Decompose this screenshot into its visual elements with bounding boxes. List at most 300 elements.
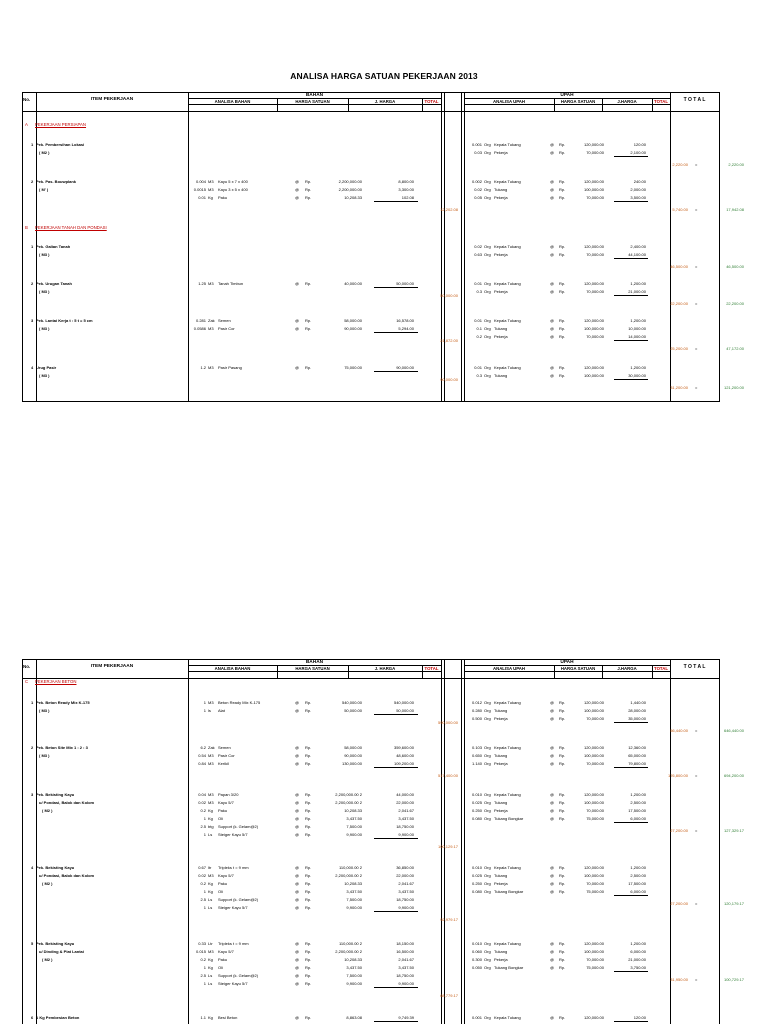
material-name: Semen xyxy=(218,318,231,323)
at-sign: @ xyxy=(550,365,555,370)
header-harga-satuan-upah: HARGA SATUAN xyxy=(560,99,596,104)
upah-total: 27,200.00 xyxy=(670,828,688,833)
at-sign: @ xyxy=(550,373,555,378)
upah-total: 5,740.00 xyxy=(672,207,688,212)
line-amount: 1,200.00 xyxy=(630,792,646,797)
unit-price: 58,000.00 xyxy=(344,745,362,750)
unit-price: 3,437.50 xyxy=(346,889,362,894)
header-no: No. xyxy=(23,664,31,669)
material-name: Pasir Pasang xyxy=(218,365,242,370)
column-divider xyxy=(444,92,445,402)
unit-price: 75,000.00 xyxy=(586,816,604,821)
line-amount: 50,000.00 xyxy=(396,708,414,713)
material-name: Kayu 3 x 5 x 400 xyxy=(218,187,248,192)
unit: Kg xyxy=(208,957,213,962)
header-jharga-upah: J.HARGA xyxy=(617,666,637,671)
line-amount: 9,900.00 xyxy=(398,905,414,910)
unit-price: 50,000.00 xyxy=(344,708,362,713)
currency: Rp. xyxy=(305,981,312,986)
coefficient: 0.3 xyxy=(476,373,482,378)
equals-sign: = xyxy=(695,828,698,833)
currency: Rp. xyxy=(559,708,566,713)
unit: M3 xyxy=(208,179,214,184)
grand-total: 646,440.00 xyxy=(723,728,744,733)
coefficient: 0.103 xyxy=(471,745,482,750)
line-amount: 6,000.00 xyxy=(630,949,646,954)
currency: Rp. xyxy=(559,761,566,766)
coefficient: 1 xyxy=(203,981,206,986)
item-no: 3 xyxy=(31,792,34,797)
at-sign: @ xyxy=(550,873,555,878)
line-amount: 2,000.00 xyxy=(630,187,646,192)
material-name: Besi Beton xyxy=(218,1015,238,1020)
at-sign: @ xyxy=(550,745,555,750)
unit-price: 100,000.00 xyxy=(583,373,604,378)
unit: Org xyxy=(484,753,491,758)
unit-price: 120,000.00 xyxy=(583,365,604,370)
material-name: Pekerja xyxy=(494,334,508,339)
material-name: Pekerja xyxy=(494,957,508,962)
coefficient: 0.84 xyxy=(198,761,206,766)
line-amount: 18,750.00 xyxy=(396,973,414,978)
material-name: Pekerja xyxy=(494,761,508,766)
material-name: Beton Ready Mix K-175 xyxy=(218,700,261,705)
section-code: B xyxy=(25,225,28,230)
unit: Ls xyxy=(208,832,213,837)
unit: Org xyxy=(484,179,491,184)
coefficient: 0.015 xyxy=(195,949,206,954)
unit: Kg xyxy=(208,195,213,200)
unit-price: 10,208.33 xyxy=(344,195,362,200)
material-name: Pekerja xyxy=(494,252,508,257)
section-name: PEKERJAAN PERSIAPAN xyxy=(35,122,87,127)
at-sign: @ xyxy=(295,897,300,902)
at-sign: @ xyxy=(550,244,555,249)
line-amount: 22,000.00 xyxy=(396,873,414,878)
subtotal-underline xyxy=(374,767,418,768)
bahan-total: 590,000.00 xyxy=(437,720,458,725)
column-divider xyxy=(441,92,442,402)
at-sign: @ xyxy=(550,142,555,147)
currency: Rp. xyxy=(305,865,312,870)
at-sign: @ xyxy=(550,800,555,805)
subtotal-underline xyxy=(614,340,648,341)
item-unit-2: ( M2 ) xyxy=(42,881,53,886)
at-sign: @ xyxy=(550,318,555,323)
coefficient: 0.01 xyxy=(198,195,206,200)
unit-price: 10,208.33 xyxy=(344,881,362,886)
material-name: Kepala Tukang xyxy=(494,244,521,249)
unit-price: 75,000.00 xyxy=(586,965,604,970)
unit: Org xyxy=(484,761,491,766)
currency: Rp. xyxy=(559,753,566,758)
row-divider xyxy=(22,678,719,679)
bahan-total: 100,129.17 xyxy=(437,844,458,849)
coefficient: 1.1 xyxy=(200,1015,206,1020)
item-no: 1 xyxy=(31,700,34,705)
line-amount: 9,900.00 xyxy=(398,832,414,837)
at-sign: @ xyxy=(550,753,555,758)
header-item: ITEM PEKERJAAN xyxy=(90,664,134,669)
subtotal-underline xyxy=(374,838,418,839)
at-sign: @ xyxy=(550,1015,555,1020)
header-total-bahan: TOTAL xyxy=(424,99,439,104)
material-name: Pekerja xyxy=(494,195,508,200)
unit-price: 9,900.00 xyxy=(346,905,362,910)
currency: Rp. xyxy=(305,281,312,286)
currency: Rp. xyxy=(559,244,566,249)
item-name: Pek. Bekisting Kayu xyxy=(36,941,75,946)
coefficient: 0.004 xyxy=(195,179,206,184)
row-divider xyxy=(464,671,670,672)
section-name: PEKERJAAN TANAH DAN PONDASI xyxy=(35,225,107,230)
item-unit: ( M3 ) xyxy=(39,753,50,758)
at-sign: @ xyxy=(295,881,300,886)
unit: Org xyxy=(484,318,491,323)
coefficient: 1 xyxy=(203,905,206,910)
unit: Org xyxy=(484,873,491,878)
coefficient: 0.1 xyxy=(476,326,482,331)
bahan-total: 12,202.08 xyxy=(440,207,458,212)
upah-total: 27,200.00 xyxy=(670,901,688,906)
line-amount: 109,200.00 xyxy=(393,761,414,766)
header-analisa-bahan: ANALISA BAHAN xyxy=(214,99,251,104)
line-amount: 240.00 xyxy=(633,179,646,184)
line-amount: 18,750.00 xyxy=(396,897,414,902)
at-sign: @ xyxy=(295,832,300,837)
at-sign: @ xyxy=(295,905,300,910)
currency: Rp. xyxy=(559,716,566,721)
row-divider xyxy=(188,104,441,105)
subtotal-underline xyxy=(614,895,648,896)
line-amount: 44,000.00 xyxy=(396,792,414,797)
coefficient: 0.250 xyxy=(471,881,482,886)
currency: Rp. xyxy=(305,187,312,192)
item-unit: ( M3 ) xyxy=(39,373,50,378)
unit-price: 10,208.33 xyxy=(344,957,362,962)
line-amount: 1,200.00 xyxy=(630,365,646,370)
unit-price: 7,500.00 xyxy=(346,824,362,829)
column-divider xyxy=(188,92,189,402)
unit: btg xyxy=(208,824,214,829)
item-no: 2 xyxy=(31,179,34,184)
currency: Rp. xyxy=(559,800,566,805)
subtotal-underline xyxy=(374,332,418,333)
currency: Rp. xyxy=(305,365,312,370)
currency: Rp. xyxy=(305,745,312,750)
material-name: Tukang xyxy=(494,373,508,378)
unit-price: 8,863.08 xyxy=(346,1015,362,1020)
currency: Rp. xyxy=(559,881,566,886)
grand-total: 127,329.17 xyxy=(723,828,744,833)
column-divider xyxy=(670,659,671,1024)
at-sign: @ xyxy=(550,949,555,954)
currency: Rp. xyxy=(559,816,566,821)
currency: Rp. xyxy=(305,1015,312,1020)
unit: Org xyxy=(484,187,491,192)
grand-total: 47,172.00 xyxy=(726,346,744,351)
unit: Org xyxy=(484,289,491,294)
coefficient: 1 xyxy=(203,889,206,894)
row-divider xyxy=(22,111,719,112)
currency: Rp. xyxy=(305,195,312,200)
currency: Rp. xyxy=(305,761,312,766)
material-name: Papan 3/20 xyxy=(218,792,239,797)
unit: Org xyxy=(484,700,491,705)
at-sign: @ xyxy=(550,150,555,155)
coefficient: 2.5 xyxy=(200,897,206,902)
header-j-harga: J. HARGA xyxy=(374,666,396,671)
coefficient: 0.001 xyxy=(471,1015,482,1020)
material-name: Tripleks t = 9 mm xyxy=(218,941,249,946)
item-name: Pek. Beton Site Mix 1 : 2 : 3 xyxy=(36,745,88,750)
material-name: Kepala Tukang xyxy=(494,1015,521,1020)
at-sign: @ xyxy=(295,792,300,797)
material-name: Kepala Tukang xyxy=(494,318,521,323)
line-amount: 2,041.67 xyxy=(398,957,414,962)
coefficient: 1.2 xyxy=(200,365,206,370)
unit-price: 3,437.50 xyxy=(346,816,362,821)
material-name: Tukang xyxy=(494,949,508,954)
subtotal-underline xyxy=(374,371,418,372)
header-analisa-upah: ANALISA UPAH xyxy=(493,666,525,671)
at-sign: @ xyxy=(550,965,555,970)
at-sign: @ xyxy=(295,957,300,962)
equals-sign: = xyxy=(695,301,698,306)
coefficient: 0.080 xyxy=(471,889,482,894)
at-sign: @ xyxy=(295,1015,300,1020)
item-no: 4 xyxy=(31,865,34,870)
row-divider xyxy=(188,671,441,672)
line-amount: 6,000.00 xyxy=(630,816,646,821)
material-name: Kerikil xyxy=(218,761,229,766)
line-amount: 9,900.00 xyxy=(398,981,414,986)
coefficient: 0.012 xyxy=(471,700,482,705)
unit: Org xyxy=(484,889,491,894)
unit: M3 xyxy=(208,187,214,192)
at-sign: @ xyxy=(295,889,300,894)
unit-price: 2,200,000.00 2 xyxy=(335,800,362,805)
unit-price: 120,000.00 xyxy=(583,318,604,323)
currency: Rp. xyxy=(559,142,566,147)
at-sign: @ xyxy=(550,941,555,946)
coefficient: 0.250 xyxy=(471,808,482,813)
coefficient: 0.2 xyxy=(200,957,206,962)
currency: Rp. xyxy=(559,745,566,750)
line-amount: 21,000.00 xyxy=(628,289,646,294)
at-sign: @ xyxy=(295,941,300,946)
unit-price: 100,000.00 xyxy=(583,873,604,878)
line-amount: 2,041.67 xyxy=(398,808,414,813)
at-sign: @ xyxy=(295,318,300,323)
currency: Rp. xyxy=(559,150,566,155)
unit: Org xyxy=(484,244,491,249)
unit: Org xyxy=(484,334,491,339)
unit-price: 40,000.00 xyxy=(344,281,362,286)
unit: Org xyxy=(484,881,491,886)
at-sign: @ xyxy=(550,187,555,192)
line-amount: 35,000.00 xyxy=(628,716,646,721)
line-amount: 36,850.00 xyxy=(396,865,414,870)
bahan-total: 517,400.00 xyxy=(437,773,458,778)
item-no: 6 xyxy=(31,1015,34,1020)
unit-price: 100,000.00 xyxy=(583,800,604,805)
line-amount: 540,000.00 xyxy=(393,700,414,705)
at-sign: @ xyxy=(295,949,300,954)
unit-price: 100,000.00 xyxy=(583,753,604,758)
unit-price: 120,000.00 xyxy=(583,700,604,705)
at-sign: @ xyxy=(295,700,300,705)
subtotal-underline xyxy=(614,767,648,768)
upah-total: 25,200.00 xyxy=(670,346,688,351)
line-amount: 3,750.00 xyxy=(630,965,646,970)
upah-total: 46,500.00 xyxy=(670,264,688,269)
line-amount: 2,041.67 xyxy=(398,881,414,886)
coefficient: 1 xyxy=(203,816,206,821)
unit: Org xyxy=(484,281,491,286)
subtotal-underline xyxy=(614,379,648,380)
material-name: Kepala Tukang xyxy=(494,142,521,147)
coefficient: 6.2 xyxy=(200,745,206,750)
item-name: Pek. Beton Ready Mix K-175 xyxy=(36,700,90,705)
material-name: Tanah Timbun xyxy=(218,281,244,286)
subtotal-underline xyxy=(614,971,648,972)
header-grand-total: T O T A L xyxy=(683,97,706,103)
subtotal-underline xyxy=(374,287,418,288)
column-divider xyxy=(22,92,23,402)
grand-total: 694,200.00 xyxy=(723,773,744,778)
unit-price: 2,200,000.00 2 xyxy=(335,792,362,797)
at-sign: @ xyxy=(295,281,300,286)
grand-total: 120,179.17 xyxy=(723,901,744,906)
item-name: Pek. Galian Tanah xyxy=(36,244,71,249)
at-sign: @ xyxy=(295,179,300,184)
currency: Rp. xyxy=(305,949,312,954)
unit-price: 110,000.00 2 xyxy=(338,865,362,870)
equals-sign: = xyxy=(695,728,698,733)
header-total-upah: TOTAL xyxy=(654,666,668,671)
line-amount: 1,200.00 xyxy=(630,281,646,286)
unit-price: 9,900.00 xyxy=(346,832,362,837)
currency: Rp. xyxy=(305,881,312,886)
at-sign: @ xyxy=(295,981,300,986)
at-sign: @ xyxy=(550,179,555,184)
coefficient: 0.01 xyxy=(474,281,482,286)
unit: Kg xyxy=(208,965,213,970)
unit-price: 70,000.00 xyxy=(586,252,604,257)
unit: Org xyxy=(484,792,491,797)
line-amount: 12,360.00 xyxy=(628,745,646,750)
unit: Org xyxy=(484,150,491,155)
unit-price: 7,500.00 xyxy=(346,897,362,902)
currency: Rp. xyxy=(305,832,312,837)
column-divider xyxy=(719,659,720,1024)
at-sign: @ xyxy=(550,716,555,721)
unit-price: 70,000.00 xyxy=(586,150,604,155)
unit-price: 120,000.00 xyxy=(583,792,604,797)
at-sign: @ xyxy=(295,873,300,878)
material-name: Pekerja xyxy=(494,716,508,721)
unit-price: 2,200,000.00 2 xyxy=(335,949,362,954)
unit: Ls xyxy=(208,897,213,902)
line-amount: 2,500.00 xyxy=(630,800,646,805)
bahan-total: 21,872.00 xyxy=(440,338,458,343)
line-amount: 17,500.00 xyxy=(628,808,646,813)
line-amount: 30,000.00 xyxy=(628,373,646,378)
line-amount: 3,437.50 xyxy=(398,965,414,970)
unit-price: 70,000.00 xyxy=(586,808,604,813)
coefficient: 0.67 xyxy=(198,865,206,870)
unit: Org xyxy=(484,365,491,370)
section-code: C xyxy=(25,679,29,684)
unit-price: 120,000.00 xyxy=(583,1015,604,1020)
material-name: Steiger Kayu 5/7 xyxy=(218,832,248,837)
at-sign: @ xyxy=(295,808,300,813)
line-amount: 359,600.00 xyxy=(393,745,414,750)
subtotal-underline xyxy=(374,987,418,988)
equals-sign: = xyxy=(695,264,698,269)
header-harga-satuan-upah: HARGA SATUAN xyxy=(560,666,596,671)
line-amount: 18,750.00 xyxy=(396,824,414,829)
currency: Rp. xyxy=(559,289,566,294)
coefficient: 0.010 xyxy=(471,865,482,870)
at-sign: @ xyxy=(295,745,300,750)
unit: Org xyxy=(484,1015,491,1020)
currency: Rp. xyxy=(559,187,566,192)
at-sign: @ xyxy=(295,965,300,970)
coefficient: 0.002 xyxy=(471,179,482,184)
material-name: Tukang Bongkar xyxy=(494,816,524,821)
header-total-upah: TOTAL xyxy=(654,99,668,104)
equals-sign: = xyxy=(695,901,698,906)
item-name: Pek. Bekisting Kayu xyxy=(36,792,75,797)
material-name: Tukang Bongkar xyxy=(494,889,524,894)
at-sign: @ xyxy=(550,326,555,331)
coefficient: 1 xyxy=(203,965,206,970)
unit: Ls xyxy=(208,981,213,986)
item-no: 3 xyxy=(31,318,34,323)
bahan-total: 50,000.00 xyxy=(440,293,458,298)
unit: Zak xyxy=(208,745,215,750)
currency: Rp. xyxy=(559,365,566,370)
currency: Rp. xyxy=(305,873,312,878)
unit-price: 130,000.00 xyxy=(341,761,362,766)
at-sign: @ xyxy=(295,187,300,192)
material-name: Support (k. Gelam@2) xyxy=(218,973,259,978)
header-bahan: BAHAN xyxy=(305,659,324,665)
item-name: Pek. Urugan Tanah xyxy=(36,281,72,286)
subtotal-underline xyxy=(614,295,648,296)
line-amount: 120.00 xyxy=(633,142,646,147)
row-divider xyxy=(464,104,670,105)
material-name: Kepala Tukang xyxy=(494,941,521,946)
unit-price: 75,000.00 xyxy=(344,365,362,370)
material-name: Paku xyxy=(218,957,228,962)
item-unit: u/ Pondasi, Balok dan Kolom xyxy=(39,873,95,878)
currency: Rp. xyxy=(305,973,312,978)
unit: Org xyxy=(484,865,491,870)
unit-price: 100,000.00 xyxy=(583,949,604,954)
line-amount: 2,100.00 xyxy=(630,150,646,155)
grand-total: 2,220.00 xyxy=(728,162,744,167)
currency: Rp. xyxy=(559,700,566,705)
coefficient: 0.010 xyxy=(471,792,482,797)
currency: Rp. xyxy=(559,281,566,286)
material-name: Tukang xyxy=(494,873,508,878)
line-amount: 2,400.00 xyxy=(630,244,646,249)
unit: Org xyxy=(484,941,491,946)
unit: M3 xyxy=(208,753,214,758)
